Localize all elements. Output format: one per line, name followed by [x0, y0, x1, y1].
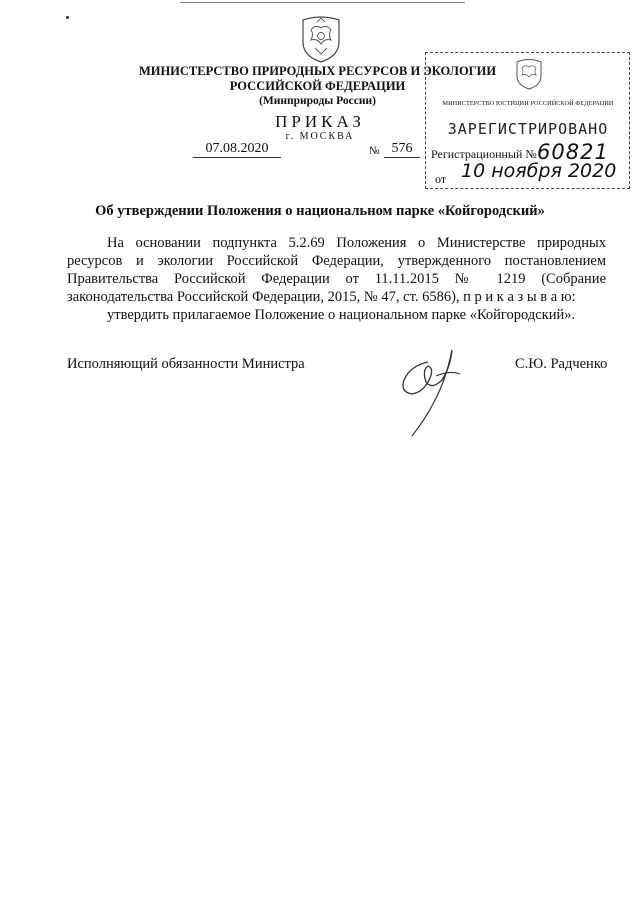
number-sign: №	[369, 145, 380, 157]
stamp-reg-number: 60821	[537, 140, 609, 164]
order-date: 07.08.2020	[193, 140, 281, 158]
document-type: ПРИКАЗ	[275, 112, 365, 131]
stamp-ministry: МИНИСТЕРСТВО ЮСТИЦИИ РОССИЙСКОЙ ФЕДЕРАЦИИ	[442, 100, 614, 107]
ministry-name-line1: МИНИСТЕРСТВО ПРИРОДНЫХ РЕСУРСОВ И ЭКОЛОГИИ	[138, 64, 497, 78]
stamp-title: ЗАРЕГИСТРИРОВАНО	[447, 120, 609, 138]
body-paragraph-2: утвердить прилагаемое Положение о национальном парке «Койгородский».	[107, 307, 576, 323]
document-title: Об утверждении Положения о национальном парке «Койгородский»	[95, 203, 545, 219]
signer-role: Исполняющий обязанности Министра	[67, 356, 305, 372]
ministry-name-line2: РОССИЙСКОЙ ФЕДЕРАЦИИ	[229, 79, 406, 93]
signer-name: С.Ю. Радченко	[515, 356, 608, 372]
registration-stamp	[425, 52, 630, 189]
order-number: 576	[384, 140, 420, 158]
coat-of-arms-icon	[297, 12, 345, 64]
ministry-short-name: (Минприроды России)	[259, 95, 376, 107]
document-body	[67, 234, 606, 324]
handwritten-signature	[390, 340, 490, 440]
stamp-emblem-icon	[513, 56, 545, 90]
body-paragraph-1: На основании подпункта 5.2.69 Положения о Министерстве природных ресурсов и экологии Российской Федерации, утвержденного постановлением Правительства Российской Федерации от 11.11.2015 № 1219 (Собрание законодательства Российской Федерации, 2015, № 47, ст. 6586), п р и к а з ы в а ю:	[67, 235, 606, 305]
stamp-reg-label: Регистрационный №	[431, 147, 537, 161]
stamp-from-label: от	[435, 172, 447, 186]
city: г. МОСКВА	[285, 131, 355, 142]
top-rule	[180, 2, 465, 3]
scan-dot	[66, 16, 69, 19]
stamp-reg-date: 10 ноября 2020	[461, 160, 617, 182]
